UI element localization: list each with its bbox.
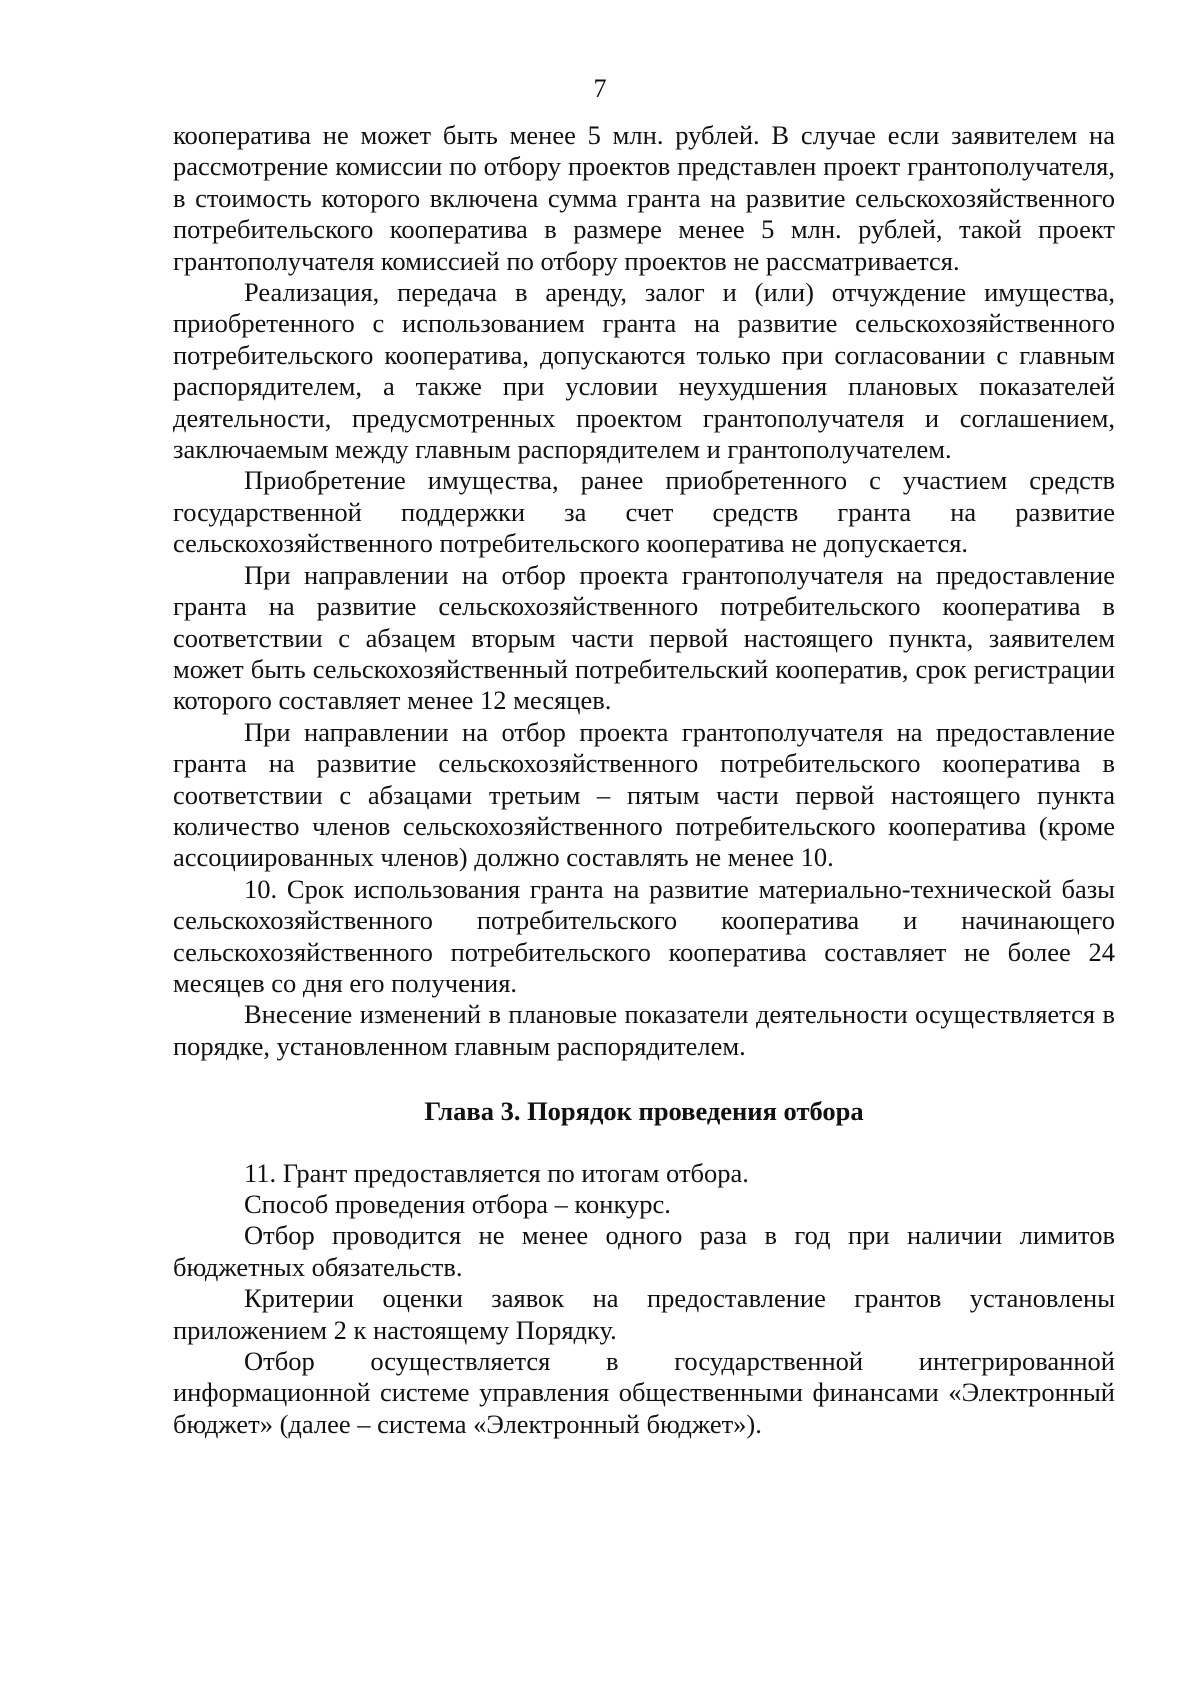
paragraph: Способ проведения отбора – конкурс. [244, 1189, 671, 1219]
paragraph: Приобретение имущества, ранее приобретенного с участием средств государственной поддержки за счет средств гранта на развитие сельскохозяйственного потребительского кооператива не допускается. [173, 465, 1115, 559]
paragraph: При направлении на отбор проекта грантополучателя на предоставление гранта на развитие сельскохозяйственного потребительского кооператива в соответствии с абзацем вторым части первой настоящего пункта, заявителем может быть сельскохозяйственный потребительский кооператив, срок регистрации которого составляет менее 12 месяцев. [173, 559, 1115, 716]
paragraph: Критерии оценки заявок на предоставление грантов установлены приложением 2 к настоящему Порядку. [173, 1283, 1115, 1345]
chapter-heading: Глава 3. Порядок проведения отбора [424, 1096, 864, 1127]
paragraph: 11. Грант предоставляется по итогам отбора. [244, 1157, 749, 1188]
document-body [173, 120, 1115, 1440]
paragraph: Отбор осуществляется в государственной интегрированной информационной системе управления общественными финансами «Электронный бюджет» (далее – система «Электронный бюджет»). [173, 1346, 1115, 1439]
paragraph: При направлении на отбор проекта грантополучателя на предоставление гранта на развитие сельскохозяйственного потребительского кооператива в соответствии с абзацами третьим – пятым части первой настоящего пункта количество членов сельскохозяйственного потребительского кооператива (кроме ассоциированных членов) должно составлять не менее 10. [173, 716, 1115, 873]
paragraph: кооператива не может быть менее 5 млн. рублей. В случае если заявителем на рассмотрение комиссии по отбору проектов представлен проект грантополучателя, в стоимость которого включена сумма гранта на развитие сельскохозяйственного потребительского кооператива в размере менее 5 млн. рублей, такой проект грантополучателя комиссией по отбору проектов не рассматривается. [173, 120, 1115, 276]
paragraph: Реализация, передача в аренду, залог и (или) отчуждение имущества, приобретенного с использованием гранта на развитие сельскохозяйственного потребительского кооператива, допускаются только при согласовании с главным распорядителем, а также при условии неухудшения плановых показателей деятельности, предусмотренных проектом грантополучателя и соглашением, заключаемым между главным распорядителем и грантополучателем. [173, 277, 1115, 465]
page-number: 7 [593, 74, 607, 103]
paragraph: Отбор проводится не менее одного раза в год при наличии лимитов бюджетных обязательств. [173, 1220, 1115, 1282]
paragraph: Внесение изменений в плановые показатели деятельности осуществляется в порядке, установленном главным распорядителем. [173, 999, 1115, 1061]
paragraph: 10. Срок использования гранта на развитие материально-технической базы сельскохозяйственного потребительского кооператива и начинающего сельскохозяйственного потребительского кооператива составляет не более 24 месяцев со дня его получения. [173, 873, 1115, 998]
